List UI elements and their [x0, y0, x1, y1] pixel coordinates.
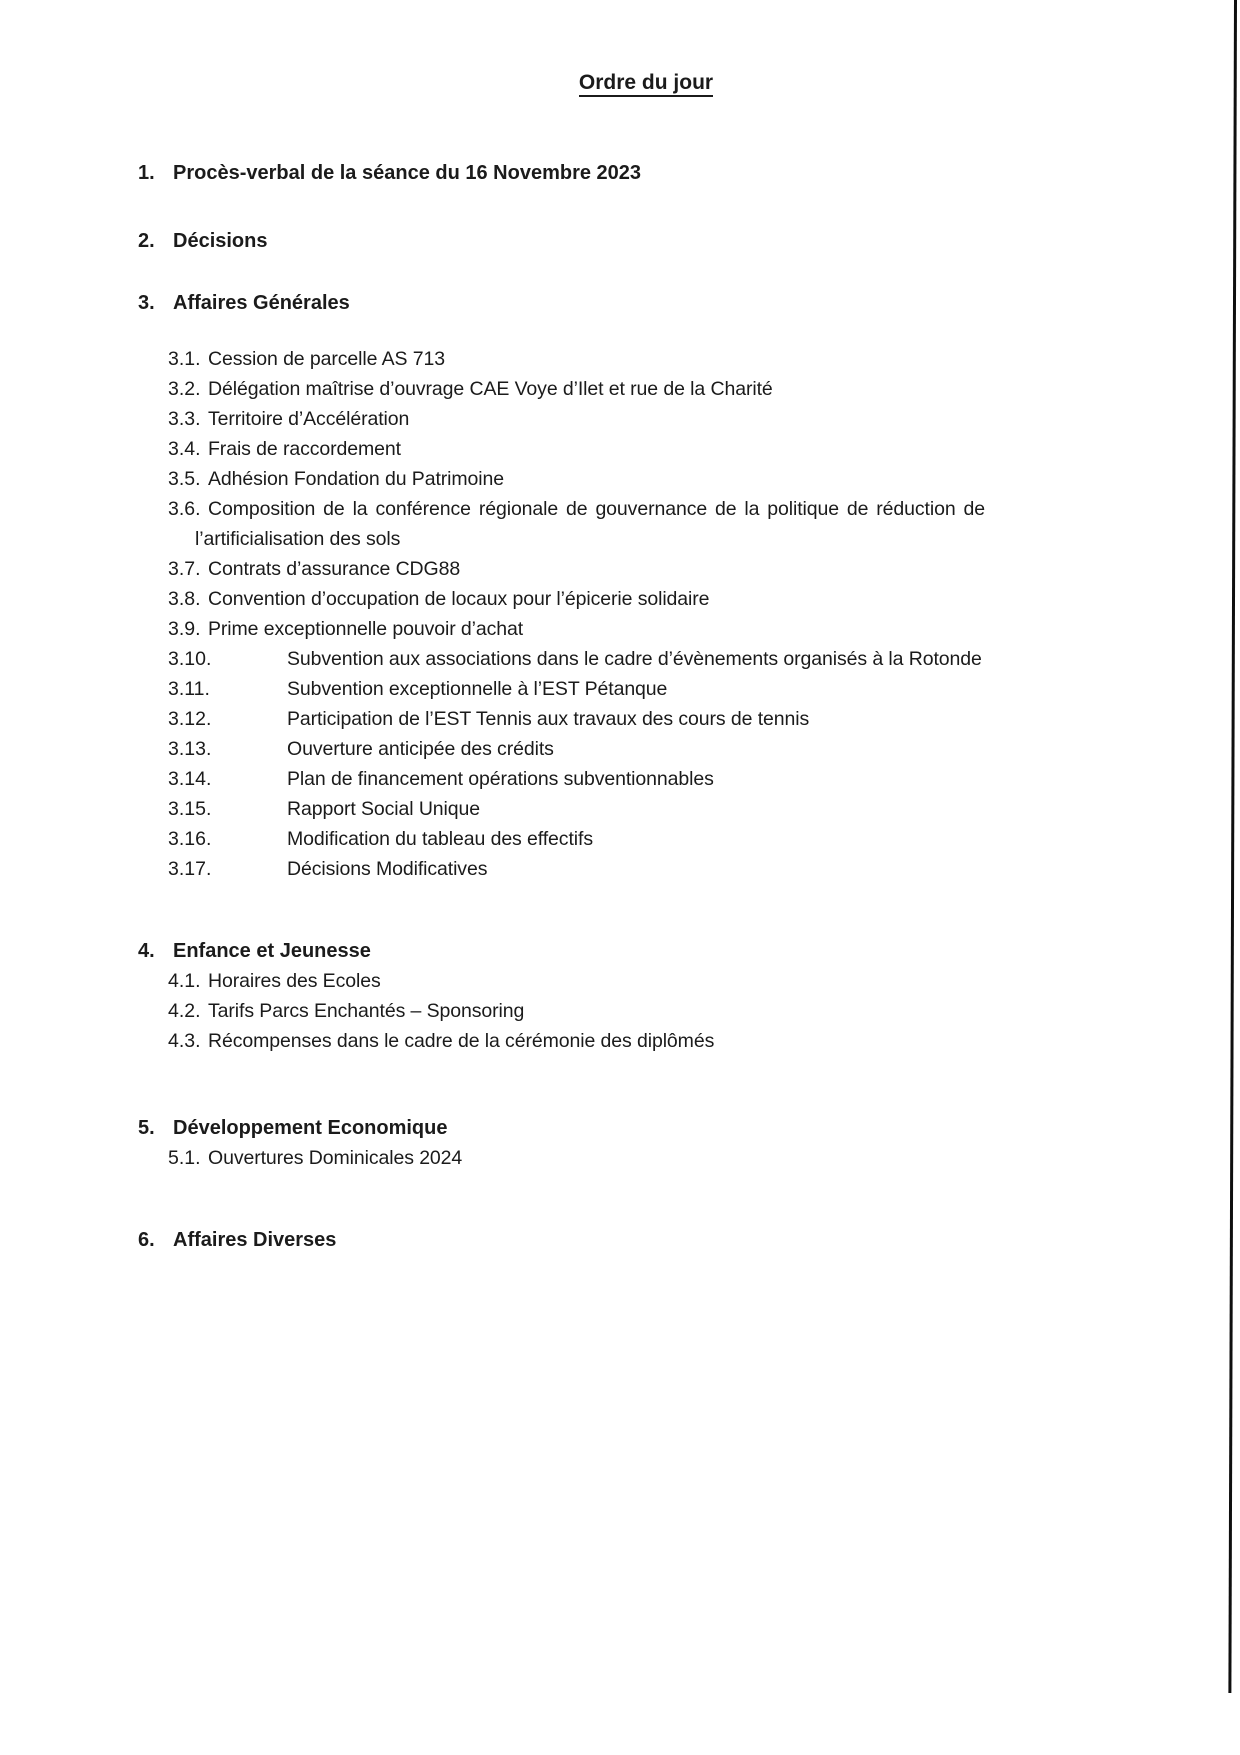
item-label: Cession de parcelle AS 713	[208, 348, 445, 370]
item-3-9	[0, 614, 1240, 644]
item-number: 3.12.	[168, 708, 212, 730]
item-label: Récompenses dans le cadre de la cérémonie des diplômés	[208, 1030, 715, 1052]
item-label: Convention d’occupation de locaux pour l’épicerie solidaire	[208, 588, 710, 610]
item-3-7	[0, 554, 1240, 584]
item-label: Rapport Social Unique	[287, 798, 481, 820]
item-3-10	[0, 644, 1240, 674]
item-label: Plan de financement opérations subventionnables	[287, 768, 714, 790]
item-label: Prime exceptionnelle pouvoir d’achat	[208, 618, 524, 640]
section-label: Décisions	[173, 230, 268, 252]
section-5-items	[0, 1143, 1240, 1173]
section-2-heading	[0, 226, 1240, 256]
section-4-heading	[0, 936, 1240, 966]
item-5-1	[0, 1143, 1240, 1173]
item-label: Modification du tableau des effectifs	[287, 828, 593, 850]
item-3-6	[0, 494, 1240, 554]
item-label: Horaires des Ecoles	[208, 970, 381, 992]
item-number: 3.2.	[168, 378, 201, 400]
item-3-13	[0, 734, 1240, 764]
item-label: Ouverture anticipée des crédits	[287, 738, 554, 760]
item-3-4	[0, 434, 1240, 464]
item-4-3	[0, 1026, 1240, 1056]
section-label: Procès-verbal de la séance du 16 Novembre 2023	[173, 162, 642, 184]
section-number: 3.	[138, 292, 155, 314]
item-4-1	[0, 966, 1240, 996]
item-label: Délégation maîtrise d’ouvrage CAE Voye d’Ilet et rue de la Charité	[208, 378, 773, 400]
item-3-1	[0, 344, 1240, 374]
item-label: Frais de raccordement	[208, 438, 401, 460]
section-5-heading	[0, 1113, 1240, 1143]
item-3-16	[0, 824, 1240, 854]
item-number: 5.1.	[168, 1147, 201, 1169]
item-number: 4.3.	[168, 1030, 201, 1052]
item-3-5	[0, 464, 1240, 494]
section-number: 5.	[138, 1117, 155, 1139]
item-number: 3.9.	[168, 618, 201, 640]
section-label: Enfance et Jeunesse	[173, 940, 371, 962]
item-number: 3.3.	[168, 408, 201, 430]
item-label: Tarifs Parcs Enchantés – Sponsoring	[208, 1000, 525, 1022]
section-label: Affaires Diverses	[173, 1229, 337, 1251]
item-label: Subvention exceptionnelle à l’EST Pétanque	[287, 678, 668, 700]
item-3-3	[0, 404, 1240, 434]
item-label: Décisions Modificatives	[287, 858, 488, 880]
section-label: Affaires Générales	[173, 292, 350, 314]
item-number: 3.7.	[168, 558, 201, 580]
section-6-heading	[0, 1225, 1240, 1255]
item-number: 3.8.	[168, 588, 201, 610]
section-number: 2.	[138, 230, 155, 252]
item-number: 3.5.	[168, 468, 201, 490]
item-label: Adhésion Fondation du Patrimoine	[208, 468, 504, 490]
item-number: 4.1.	[168, 970, 201, 992]
item-number: 3.17.	[168, 858, 212, 880]
item-3-2	[0, 374, 1240, 404]
item-4-2	[0, 996, 1240, 1026]
item-number: 3.10.	[168, 648, 212, 670]
item-label: Participation de l’EST Tennis aux travaux des cours de tennis	[287, 708, 810, 730]
item-number: 3.15.	[168, 798, 212, 820]
page-title-text: Ordre du jour	[579, 71, 713, 97]
item-number: 4.2.	[168, 1000, 201, 1022]
item-label: Territoire d’Accélération	[208, 408, 410, 430]
item-number: 3.14.	[168, 768, 212, 790]
item-3-15	[0, 794, 1240, 824]
section-1-heading	[0, 158, 1240, 188]
section-3-heading	[0, 288, 1240, 318]
item-label: Contrats d’assurance CDG88	[208, 558, 461, 580]
item-label: Composition de la conférence régionale de gouvernance de la politique de réduction de l’artificialisation des sols	[195, 498, 985, 550]
item-3-14	[0, 764, 1240, 794]
item-number: 3.11.	[168, 678, 210, 700]
section-number: 4.	[138, 940, 155, 962]
item-3-8	[0, 584, 1240, 614]
item-3-11	[0, 674, 1240, 704]
item-number: 3.16.	[168, 828, 212, 850]
item-number: 3.6.	[168, 498, 201, 520]
section-label: Développement Economique	[173, 1117, 448, 1139]
item-number: 3.13.	[168, 738, 212, 760]
item-3-17	[0, 854, 1240, 884]
item-number: 3.1.	[168, 348, 201, 370]
section-3-items	[0, 344, 1240, 884]
section-number: 1.	[138, 162, 155, 184]
item-number: 3.4.	[168, 438, 201, 460]
section-number: 6.	[138, 1229, 155, 1251]
item-label: Subvention aux associations dans le cadre d’évènements organisés à la Rotonde	[287, 648, 982, 670]
section-4-items	[0, 966, 1240, 1056]
item-3-12	[0, 704, 1240, 734]
item-label: Ouvertures Dominicales 2024	[208, 1147, 463, 1169]
page-title	[52, 0, 1240, 96]
